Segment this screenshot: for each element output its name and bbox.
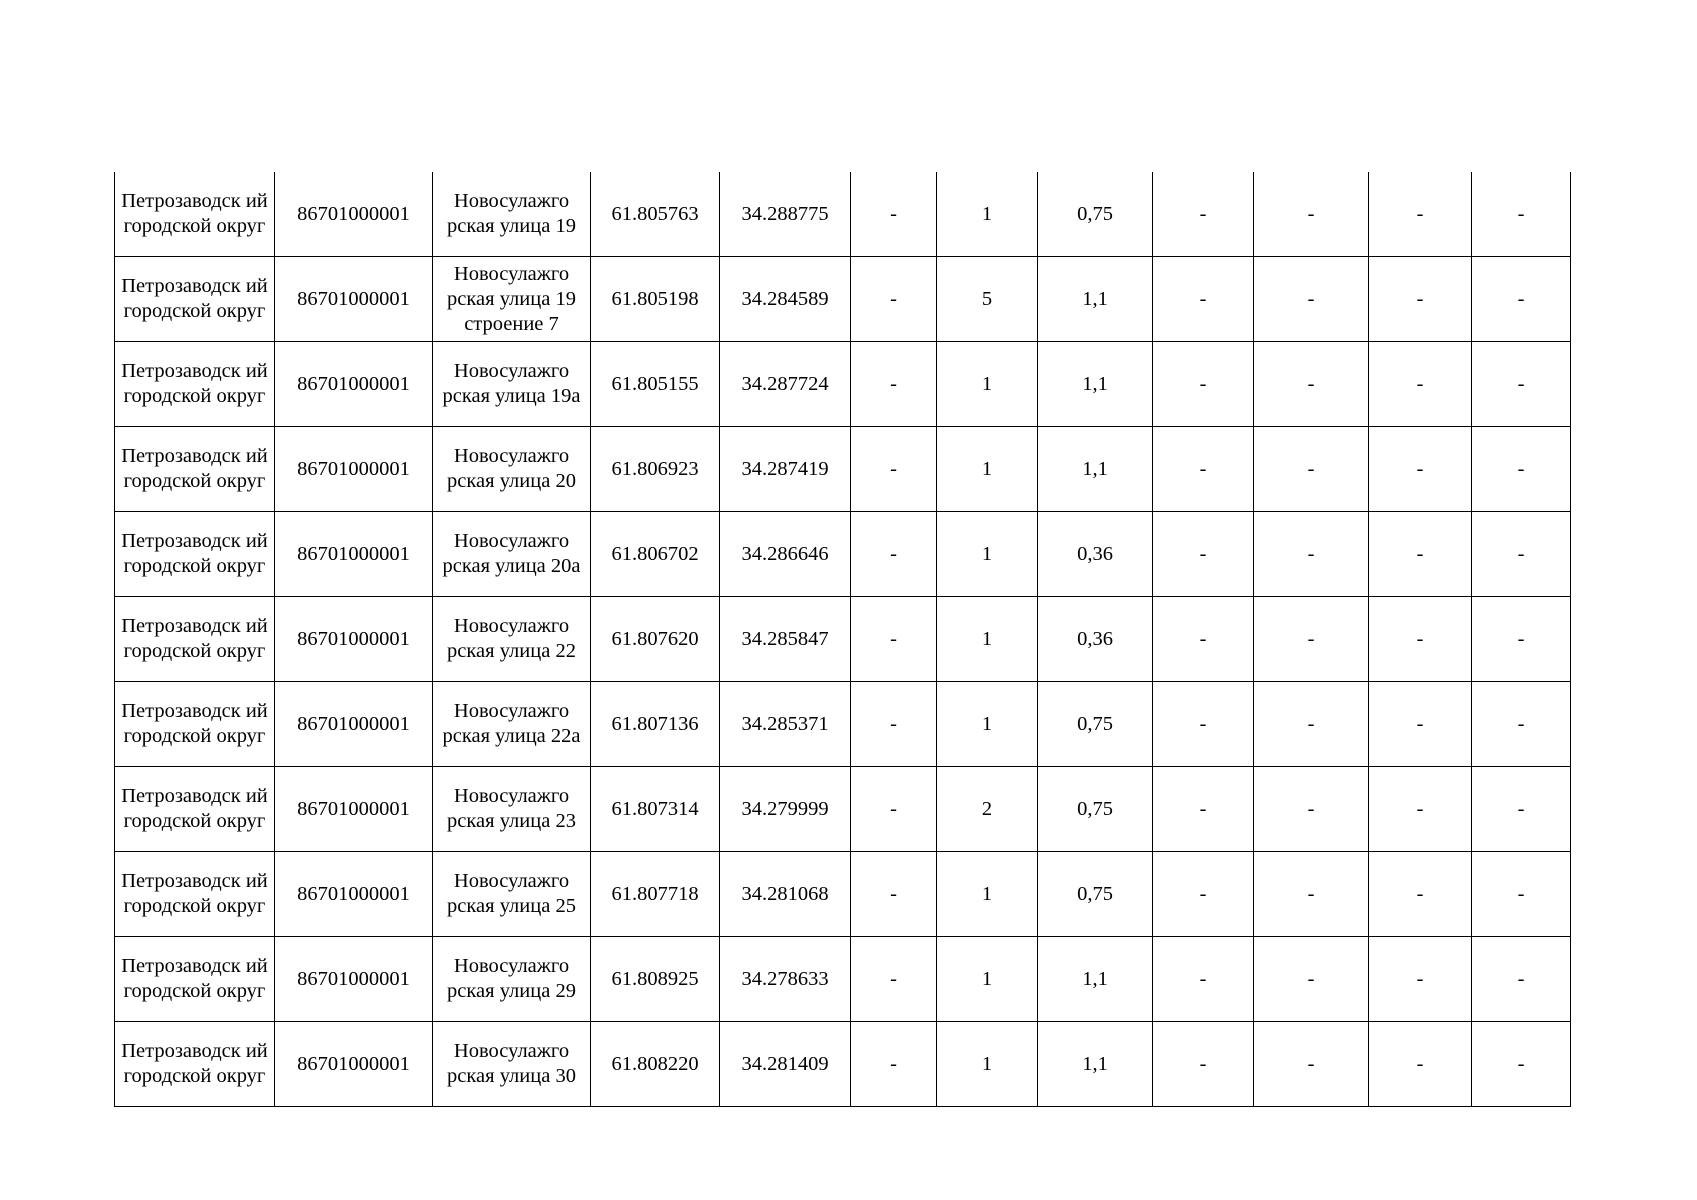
column-6-cell: - <box>851 682 937 767</box>
column-12-cell: - <box>1472 172 1571 257</box>
column-11-cell: - <box>1369 427 1472 512</box>
column-11-cell: - <box>1369 257 1472 342</box>
container-count-cell: 2 <box>937 767 1038 852</box>
column-6-cell: - <box>851 172 937 257</box>
municipality-cell: Петрозаводск ий городской округ <box>115 512 275 597</box>
longitude-cell: 34.287724 <box>720 342 851 427</box>
oktmo-code-cell: 86701000001 <box>275 852 433 937</box>
column-11-cell: - <box>1369 852 1472 937</box>
container-count-cell: 1 <box>937 682 1038 767</box>
address-cell: Новосулажго рская улица 19а <box>433 342 591 427</box>
address-cell: Новосулажго рская улица 23 <box>433 767 591 852</box>
column-12-cell: - <box>1472 342 1571 427</box>
oktmo-code-cell: 86701000001 <box>275 342 433 427</box>
container-count-cell: 1 <box>937 427 1038 512</box>
table-row <box>115 512 1571 597</box>
column-11-cell: - <box>1369 937 1472 1022</box>
oktmo-code-cell: 86701000001 <box>275 682 433 767</box>
column-9-cell: - <box>1153 597 1254 682</box>
table-row <box>115 682 1571 767</box>
municipality-cell: Петрозаводск ий городской округ <box>115 172 275 257</box>
latitude-cell: 61.806923 <box>591 427 720 512</box>
column-9-cell: - <box>1153 767 1254 852</box>
container-volume-cell: 1,1 <box>1038 937 1153 1022</box>
container-volume-cell: 0,75 <box>1038 767 1153 852</box>
column-9-cell: - <box>1153 342 1254 427</box>
container-volume-cell: 0,75 <box>1038 172 1153 257</box>
latitude-cell: 61.805763 <box>591 172 720 257</box>
column-11-cell: - <box>1369 172 1472 257</box>
container-count-cell: 5 <box>937 257 1038 342</box>
municipality-cell: Петрозаводск ий городской округ <box>115 1022 275 1107</box>
column-6-cell: - <box>851 427 937 512</box>
column-9-cell: - <box>1153 427 1254 512</box>
municipality-cell: Петрозаводск ий городской округ <box>115 937 275 1022</box>
column-12-cell: - <box>1472 682 1571 767</box>
column-10-cell: - <box>1254 767 1369 852</box>
column-11-cell: - <box>1369 597 1472 682</box>
table-body <box>115 172 1571 1107</box>
address-cell: Новосулажго рская улица 30 <box>433 1022 591 1107</box>
oktmo-code-cell: 86701000001 <box>275 427 433 512</box>
column-12-cell: - <box>1472 937 1571 1022</box>
column-6-cell: - <box>851 257 937 342</box>
longitude-cell: 34.281068 <box>720 852 851 937</box>
column-9-cell: - <box>1153 257 1254 342</box>
address-cell: Новосулажго рская улица 20 <box>433 427 591 512</box>
oktmo-code-cell: 86701000001 <box>275 172 433 257</box>
municipality-cell: Петрозаводск ий городской округ <box>115 852 275 937</box>
container-volume-cell: 0,36 <box>1038 512 1153 597</box>
municipality-cell: Петрозаводск ий городской округ <box>115 342 275 427</box>
column-12-cell: - <box>1472 767 1571 852</box>
longitude-cell: 34.281409 <box>720 1022 851 1107</box>
latitude-cell: 61.808925 <box>591 937 720 1022</box>
container-count-cell: 1 <box>937 172 1038 257</box>
municipality-cell: Петрозаводск ий городской округ <box>115 682 275 767</box>
column-10-cell: - <box>1254 257 1369 342</box>
container-volume-cell: 1,1 <box>1038 257 1153 342</box>
latitude-cell: 61.806702 <box>591 512 720 597</box>
column-11-cell: - <box>1369 767 1472 852</box>
column-12-cell: - <box>1472 257 1571 342</box>
table-row <box>115 767 1571 852</box>
column-9-cell: - <box>1153 937 1254 1022</box>
longitude-cell: 34.288775 <box>720 172 851 257</box>
column-10-cell: - <box>1254 852 1369 937</box>
longitude-cell: 34.285371 <box>720 682 851 767</box>
address-cell: Новосулажго рская улица 20а <box>433 512 591 597</box>
container-count-cell: 1 <box>937 512 1038 597</box>
column-6-cell: - <box>851 1022 937 1107</box>
column-11-cell: - <box>1369 512 1472 597</box>
container-volume-cell: 1,1 <box>1038 342 1153 427</box>
container-volume-cell: 1,1 <box>1038 427 1153 512</box>
oktmo-code-cell: 86701000001 <box>275 512 433 597</box>
latitude-cell: 61.808220 <box>591 1022 720 1107</box>
column-10-cell: - <box>1254 682 1369 767</box>
container-count-cell: 1 <box>937 342 1038 427</box>
address-cell: Новосулажго рская улица 22а <box>433 682 591 767</box>
column-12-cell: - <box>1472 1022 1571 1107</box>
longitude-cell: 34.285847 <box>720 597 851 682</box>
column-12-cell: - <box>1472 597 1571 682</box>
container-count-cell: 1 <box>937 937 1038 1022</box>
container-volume-cell: 0,36 <box>1038 597 1153 682</box>
column-9-cell: - <box>1153 682 1254 767</box>
longitude-cell: 34.287419 <box>720 427 851 512</box>
column-10-cell: - <box>1254 1022 1369 1107</box>
oktmo-code-cell: 86701000001 <box>275 597 433 682</box>
address-cell: Новосулажго рская улица 19 строение 7 <box>433 257 591 342</box>
longitude-cell: 34.278633 <box>720 937 851 1022</box>
latitude-cell: 61.807620 <box>591 597 720 682</box>
municipality-cell: Петрозаводск ий городской округ <box>115 767 275 852</box>
column-10-cell: - <box>1254 597 1369 682</box>
column-6-cell: - <box>851 342 937 427</box>
column-11-cell: - <box>1369 682 1472 767</box>
table-row <box>115 257 1571 342</box>
column-10-cell: - <box>1254 512 1369 597</box>
column-9-cell: - <box>1153 512 1254 597</box>
container-count-cell: 1 <box>937 1022 1038 1107</box>
table-row <box>115 342 1571 427</box>
column-9-cell: - <box>1153 852 1254 937</box>
table-row <box>115 1022 1571 1107</box>
column-11-cell: - <box>1369 1022 1472 1107</box>
longitude-cell: 34.286646 <box>720 512 851 597</box>
column-12-cell: - <box>1472 512 1571 597</box>
municipality-cell: Петрозаводск ий городской округ <box>115 257 275 342</box>
column-10-cell: - <box>1254 342 1369 427</box>
longitude-cell: 34.279999 <box>720 767 851 852</box>
latitude-cell: 61.807314 <box>591 767 720 852</box>
container-sites-table <box>114 172 1571 1107</box>
table-row <box>115 597 1571 682</box>
oktmo-code-cell: 86701000001 <box>275 257 433 342</box>
column-6-cell: - <box>851 597 937 682</box>
container-count-cell: 1 <box>937 852 1038 937</box>
address-cell: Новосулажго рская улица 19 <box>433 172 591 257</box>
table-row <box>115 172 1571 257</box>
column-12-cell: - <box>1472 852 1571 937</box>
address-cell: Новосулажго рская улица 22 <box>433 597 591 682</box>
column-10-cell: - <box>1254 427 1369 512</box>
address-cell: Новосулажго рская улица 25 <box>433 852 591 937</box>
column-10-cell: - <box>1254 937 1369 1022</box>
container-volume-cell: 1,1 <box>1038 1022 1153 1107</box>
container-volume-cell: 0,75 <box>1038 682 1153 767</box>
latitude-cell: 61.805198 <box>591 257 720 342</box>
table-row <box>115 937 1571 1022</box>
column-10-cell: - <box>1254 172 1369 257</box>
column-6-cell: - <box>851 852 937 937</box>
address-cell: Новосулажго рская улица 29 <box>433 937 591 1022</box>
oktmo-code-cell: 86701000001 <box>275 937 433 1022</box>
column-6-cell: - <box>851 512 937 597</box>
table-row <box>115 852 1571 937</box>
column-6-cell: - <box>851 767 937 852</box>
container-volume-cell: 0,75 <box>1038 852 1153 937</box>
oktmo-code-cell: 86701000001 <box>275 1022 433 1107</box>
column-11-cell: - <box>1369 342 1472 427</box>
latitude-cell: 61.807136 <box>591 682 720 767</box>
container-count-cell: 1 <box>937 597 1038 682</box>
oktmo-code-cell: 86701000001 <box>275 767 433 852</box>
column-6-cell: - <box>851 937 937 1022</box>
column-12-cell: - <box>1472 427 1571 512</box>
column-9-cell: - <box>1153 172 1254 257</box>
latitude-cell: 61.805155 <box>591 342 720 427</box>
table-row <box>115 427 1571 512</box>
column-9-cell: - <box>1153 1022 1254 1107</box>
longitude-cell: 34.284589 <box>720 257 851 342</box>
municipality-cell: Петрозаводск ий городской округ <box>115 427 275 512</box>
latitude-cell: 61.807718 <box>591 852 720 937</box>
municipality-cell: Петрозаводск ий городской округ <box>115 597 275 682</box>
